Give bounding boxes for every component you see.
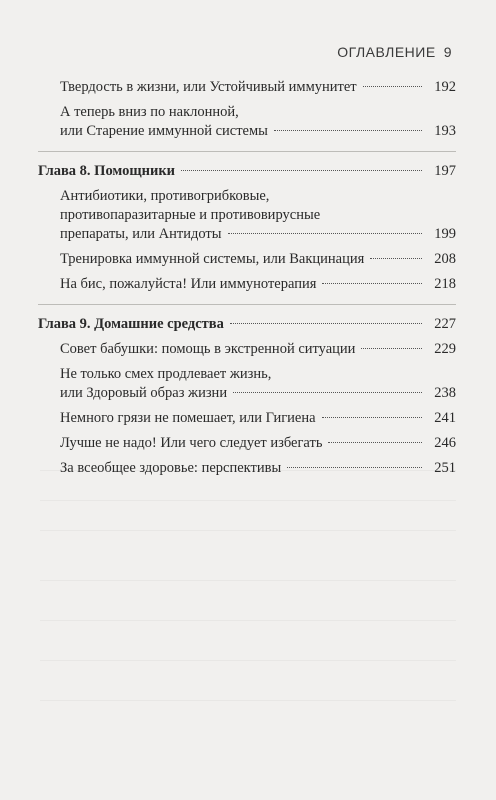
dot-leader xyxy=(328,442,422,443)
toc-entry-title: или Старение иммунной системы xyxy=(60,123,268,139)
toc-page-number: 218 xyxy=(434,276,456,292)
toc-entry[interactable] xyxy=(60,78,456,97)
divider xyxy=(38,304,456,305)
bleed-through xyxy=(40,620,456,621)
toc-page-number: 227 xyxy=(434,316,456,332)
toc-entry-title: На бис, пожалуйста! Или иммунотерапия xyxy=(60,276,317,292)
toc-entry-title: Антибиотики, противогрибковые, xyxy=(60,188,270,204)
toc-entry-title: Немного грязи не помешает, или Гигиена xyxy=(60,410,316,426)
toc-entry-title: препараты, или Антидоты xyxy=(60,226,222,242)
toc-page-number: 241 xyxy=(434,410,456,426)
section-title: ОГЛАВЛЕНИЕ xyxy=(337,44,436,60)
bleed-through xyxy=(40,470,456,471)
dot-leader xyxy=(363,86,422,87)
dot-leader xyxy=(361,348,422,349)
toc-page-number: 193 xyxy=(434,123,456,139)
dot-leader xyxy=(274,130,422,131)
table-of-contents xyxy=(38,78,456,484)
chapter-title: Глава 9. Домашние средства xyxy=(38,316,224,332)
toc-page-number: 251 xyxy=(434,460,456,476)
bleed-through xyxy=(40,530,456,531)
toc-entry[interactable] xyxy=(60,409,456,428)
toc-entry-title: Лучше не надо! Или чего следует избегать xyxy=(60,435,323,451)
toc-page-number: 238 xyxy=(434,385,456,401)
toc-page-number: 229 xyxy=(434,341,456,357)
toc-entry-title: Тренировка иммунной системы, или Вакцинация xyxy=(60,251,365,267)
bleed-through xyxy=(40,700,456,701)
toc-entry[interactable] xyxy=(60,365,456,403)
toc-entry[interactable] xyxy=(60,459,456,478)
toc-entry[interactable] xyxy=(60,340,456,359)
dot-leader xyxy=(228,233,422,234)
toc-page-number: 208 xyxy=(434,251,456,267)
toc-entry[interactable] xyxy=(60,187,456,244)
toc-entry-title: противопаразитарные и противовирусные xyxy=(60,207,321,223)
divider xyxy=(38,151,456,152)
toc-entry[interactable] xyxy=(60,250,456,269)
dot-leader xyxy=(322,283,422,284)
toc-page-number: 192 xyxy=(434,79,456,95)
toc-entry-title: Не только смех продлевает жизнь, xyxy=(60,366,272,382)
toc-entry-title: Совет бабушки: помощь в экстренной ситуации xyxy=(60,341,356,357)
running-header xyxy=(337,44,452,60)
toc-entry-title: Твердость в жизни, или Устойчивый иммунитет xyxy=(60,79,357,95)
dot-leader xyxy=(287,467,422,468)
toc-entry[interactable] xyxy=(60,275,456,294)
toc-page-number: 197 xyxy=(434,163,456,179)
bleed-through xyxy=(40,500,456,501)
toc-entry-title: или Здоровый образ жизни xyxy=(60,385,228,401)
dot-leader xyxy=(322,417,422,418)
toc-entry[interactable] xyxy=(60,103,456,141)
toc-entry-title: А теперь вниз по наклонной, xyxy=(60,104,239,120)
toc-page-number: 199 xyxy=(434,226,456,242)
bleed-through xyxy=(40,660,456,661)
bleed-through xyxy=(40,580,456,581)
dot-leader xyxy=(233,392,422,393)
toc-page-number: 246 xyxy=(434,435,456,451)
chapter-heading[interactable] xyxy=(38,162,456,181)
page-number: 9 xyxy=(443,44,452,60)
dot-leader xyxy=(181,170,422,171)
chapter-title: Глава 8. Помощники xyxy=(38,163,176,179)
toc-entry[interactable] xyxy=(60,434,456,453)
dot-leader xyxy=(230,323,422,324)
chapter-heading[interactable] xyxy=(38,315,456,334)
toc-entry-title: За всеобщее здоровье: перспективы xyxy=(60,460,282,476)
dot-leader xyxy=(370,258,422,259)
